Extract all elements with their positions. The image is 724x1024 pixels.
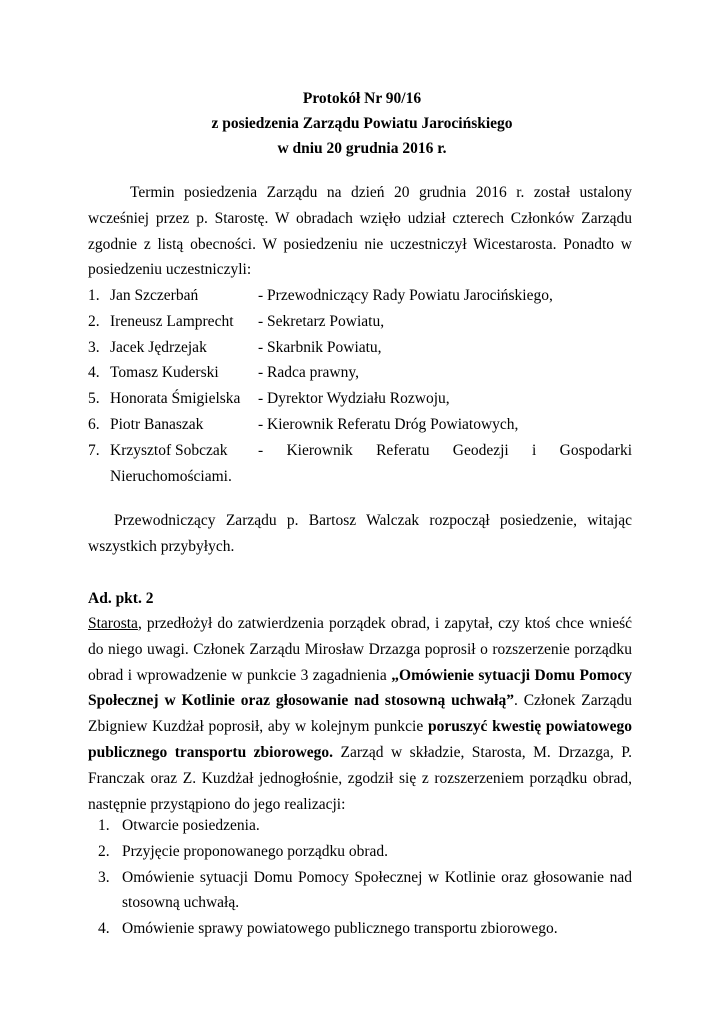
ad2-text-part-2: . Członek Zarządu Zbigniew Kuzdżał poprosił, aby w kolejnym punkcie: [88, 692, 632, 736]
section-heading-ad2: Ad. pkt. 2: [88, 590, 154, 607]
attendee-row: [88, 438, 632, 490]
intro-paragraph: Termin posiedzenia Zarządu na dzień 20 grudnia 2016 r. został ustalony wcześniej przez p. Starostę. W obradach wzięło udział czterech Członków Zarządu zgodnie z listą obecności. W posiedzeniu nie uczestniczył Wicestarosta. Ponadto w posiedzeniu uczestniczyli:: [88, 184, 632, 279]
agenda-number: 2.: [98, 842, 110, 860]
attendee-row: [88, 335, 632, 361]
attendee-name: Jacek Jędrzejak: [110, 338, 207, 356]
attendee-row: [88, 283, 632, 309]
title-line-2: z posiedzenia Zarządu Powiatu Jarocińskiego: [211, 115, 513, 132]
attendee-number: 2.: [88, 312, 100, 330]
attendee-name: Honorata Śmigielska: [110, 390, 241, 408]
attendee-list: [88, 283, 632, 489]
attendee-row: [88, 412, 632, 438]
attendee-role: - Przewodniczący Rady Powiatu Jarocińskiego,: [258, 287, 553, 304]
agenda-text: Omówienie sprawy powiatowego publicznego transportu zbiorowego.: [122, 920, 558, 938]
attendee-role: - Kierownik Referatu Dróg Powiatowych,: [258, 415, 519, 433]
attendee-number: 7.: [88, 441, 100, 459]
attendee-role: - Dyrektor Wydziału Rozwoju,: [258, 390, 450, 408]
chair-paragraph: Przewodniczący Zarządu p. Bartosz Walczak rozpoczął posiedzenie, witając wszystkich przybyłych.: [88, 512, 632, 555]
attendee-number: 1.: [88, 287, 100, 304]
agenda-list: [98, 813, 632, 942]
agenda-item: [98, 839, 632, 865]
attendee-name: Jan Szczerbań: [110, 287, 199, 304]
ad2-bold-topic-2: poruszyć kwestię powiatowego publicznego transportu zbiorowego.: [88, 718, 632, 761]
attendee-role: - Kierownik Referatu Geodezji i Gospodarki: [258, 441, 632, 459]
ad2-paragraph: [88, 611, 632, 817]
agenda-item: [98, 865, 632, 917]
attendee-number: 6.: [88, 415, 100, 433]
title-line-3: w dniu 20 grudnia 2016 r.: [277, 140, 447, 157]
agenda-text: Omówienie sytuacji Domu Pomocy Społecznej w Kotlinie oraz głosowanie nad stosowną uchwałą.: [122, 868, 632, 912]
ad2-text-part-3: Zarząd w składzie, Starosta, M. Drzazga, P. Franczak oraz Z. Kuzdżał jednogłośnie, zgodził się z rozszerzeniem porządku obrad, następnie przystąpiono do jego realizacji:: [88, 743, 632, 813]
attendee-number: 3.: [88, 338, 100, 356]
attendee-name: Piotr Banaszak: [110, 415, 204, 433]
title-line-1: Protokół Nr 90/16: [302, 90, 422, 107]
attendee-name: Ireneusz Lamprecht: [110, 312, 234, 330]
agenda-item: [98, 916, 632, 942]
attendee-number: 4.: [88, 364, 100, 382]
attendee-row: [88, 386, 632, 412]
agenda-number: 3.: [98, 868, 110, 886]
agenda-number: 1.: [98, 817, 110, 834]
attendee-role: - Skarbnik Powiatu,: [258, 338, 382, 356]
ad2-bold-topic-1: „Omówienie sytuacji Domu Pomocy Społecznej w Kotlinie oraz głosowanie nad stosowną uchwałą”: [88, 666, 632, 710]
attendee-role: - Sekretarz Powiatu,: [258, 312, 385, 330]
agenda-number: 4.: [98, 920, 110, 938]
ad2-text-part-1: , przedłożył do zatwierdzenia porządek obrad, i zapytał, czy ktoś chce wnieść do niego uwagi. Członek Zarządu Mirosław Drzazga poprosił o rozszerzenie porządku obrad i wprowadzenie w punkcie 3 zagadnienia: [88, 615, 632, 684]
attendee-role: - Radca prawny,: [258, 364, 359, 382]
agenda-text: Otwarcie posiedzenia.: [122, 817, 260, 834]
attendee-row: [88, 360, 632, 386]
agenda-item: [98, 813, 632, 839]
attendee-role-continuation: Nieruchomościami.: [110, 467, 232, 485]
document-title: [0, 86, 724, 161]
attendee-row: [88, 309, 632, 335]
agenda-text: Przyjęcie proponowanego porządku obrad.: [122, 842, 388, 860]
speaker-label: Starosta: [88, 615, 138, 632]
attendee-name: Tomasz Kuderski: [110, 364, 219, 382]
attendee-name: Krzysztof Sobczak: [110, 441, 228, 459]
attendee-number: 5.: [88, 390, 100, 408]
